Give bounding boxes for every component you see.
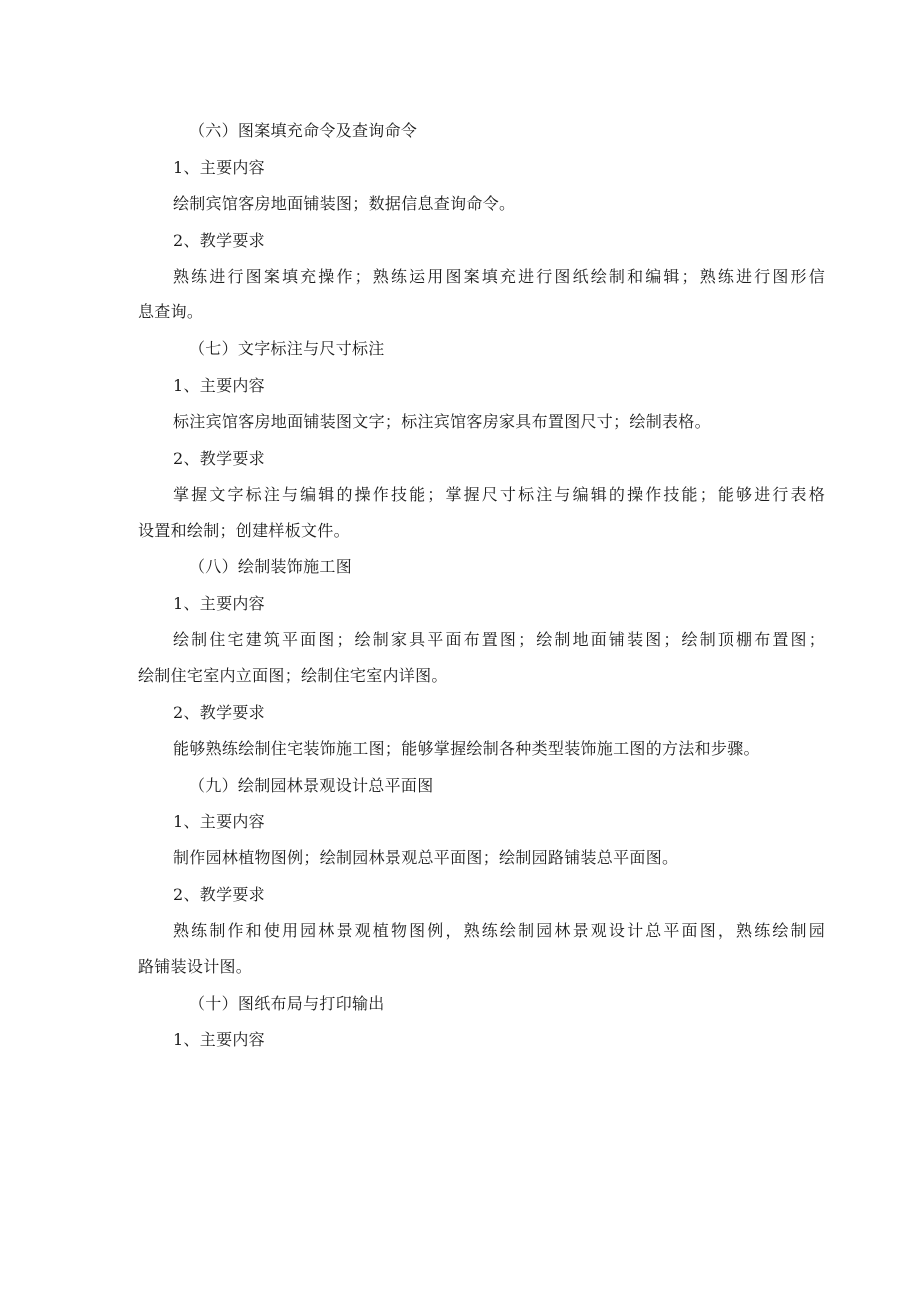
paragraph-text: 绘制住宅建筑平面图；绘制家具平面布置图；绘制地面铺装图；绘制顶棚布置图； xyxy=(173,630,825,649)
section-heading-8: （八）绘制装饰施工图 xyxy=(189,557,353,576)
subheading-main-content: 1、主要内容 xyxy=(173,812,265,831)
paragraph-text: 能够熟练绘制住宅装饰施工图；能够掌握绘制各种类型装饰施工图的方法和步骤。 xyxy=(173,739,760,758)
paragraph-text: 熟练进行图案填充操作；熟练运用图案填充进行图纸绘制和编辑；熟练进行图形信 xyxy=(173,267,825,286)
subheading-main-content: 1、主要内容 xyxy=(173,594,265,613)
subheading-teaching-requirements: 2、教学要求 xyxy=(173,231,265,250)
subheading-teaching-requirements: 2、教学要求 xyxy=(173,449,265,468)
subheading-teaching-requirements: 2、教学要求 xyxy=(173,703,265,722)
paragraph-text: 绘制住宅室内立面图；绘制住宅室内详图。 xyxy=(138,666,448,685)
section-heading-9: （九）绘制园林景观设计总平面图 xyxy=(189,776,434,795)
paragraph-text: 掌握文字标注与编辑的操作技能；掌握尺寸标注与编辑的操作技能；能够进行表格 xyxy=(173,485,825,504)
paragraph-text: 设置和绘制；创建样板文件。 xyxy=(138,521,350,540)
paragraph-text: 熟练制作和使用园林景观植物图例，熟练绘制园林景观设计总平面图，熟练绘制园 xyxy=(173,921,825,940)
subheading-teaching-requirements: 2、教学要求 xyxy=(173,885,265,904)
section-heading-6: （六）图案填充命令及查询命令 xyxy=(189,121,418,140)
section-heading-10: （十）图纸布局与打印输出 xyxy=(189,994,385,1013)
paragraph-text: 息查询。 xyxy=(138,302,204,321)
paragraph-text: 标注宾馆客房地面铺装图文字；标注宾馆客房家具布置图尺寸；绘制表格。 xyxy=(173,412,711,431)
section-heading-7: （七）文字标注与尺寸标注 xyxy=(189,339,385,358)
paragraph-text: 路铺装设计图。 xyxy=(138,957,253,976)
subheading-main-content: 1、主要内容 xyxy=(173,1030,265,1049)
subheading-main-content: 1、主要内容 xyxy=(173,376,265,395)
paragraph-text: 制作园林植物图例；绘制园林景观总平面图；绘制园路铺装总平面图。 xyxy=(173,848,679,867)
subheading-main-content: 1、主要内容 xyxy=(173,158,265,177)
paragraph-text: 绘制宾馆客房地面铺装图；数据信息查询命令。 xyxy=(173,194,516,213)
